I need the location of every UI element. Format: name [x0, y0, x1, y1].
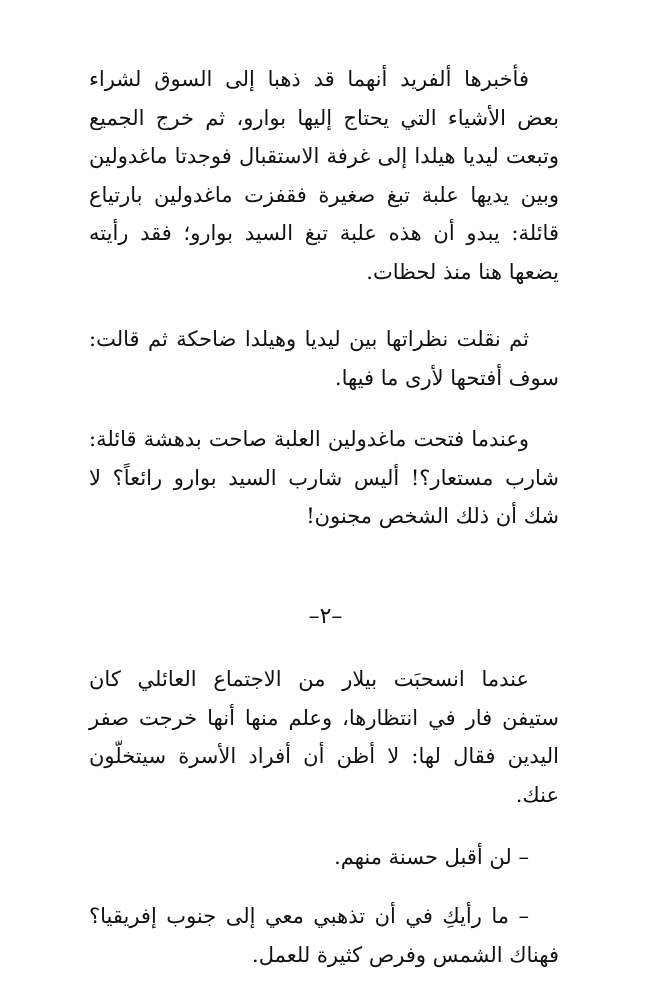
paragraph: عندما انسحبَت بيلار من الاجتماع العائلي كان ستيفن فار في انتظارها، وعلم منها أنها خرجت صفر اليدين فقال لها: لا أظن أن أفراد الأسرة سيتخلّون عنك.: [89, 667, 559, 807]
paragraph: وعندما فتحت ماغدولين العلبة صاحت بدهشة قائلة: شارب مستعار؟! أليس شارب السيد بوارو رائعاً؟ لا شك أن ذلك الشخص مجنون!: [89, 427, 559, 528]
chapter-number: –٢–: [308, 604, 343, 629]
paragraph: فأخبرها ألفريد أنهما قد ذهبا إلى السوق لشراء بعض الأشياء التي يحتاج إليها بوارو، ثم خرج الجميع وتبعت ليديا هيلدا إلى غرفة الاستقبال فوجدتا ماغدولين وبين يديها علبة تبغ صغيرة فقفزت ماغدولين بارتياع قائلة: يبدو أن هذه علبة تبغ السيد بوارو؛ فقد رأيته يضعها هنا منذ لحظات.: [89, 67, 559, 284]
paragraph: ثم نقلت نظراتها بين ليديا وهيلدا ضاحكة ثم قالت: سوف أفتحها لأرى ما فيها.: [89, 327, 559, 390]
dialogue-line: – ما رأيكِ في أن تذهبي معي إلى جنوب إفريقيا؟ فهناك الشمس وفرص كثيرة للعمل.: [89, 904, 559, 967]
dialogue-line: – لن أقبل حسنة منهم.: [334, 845, 529, 869]
